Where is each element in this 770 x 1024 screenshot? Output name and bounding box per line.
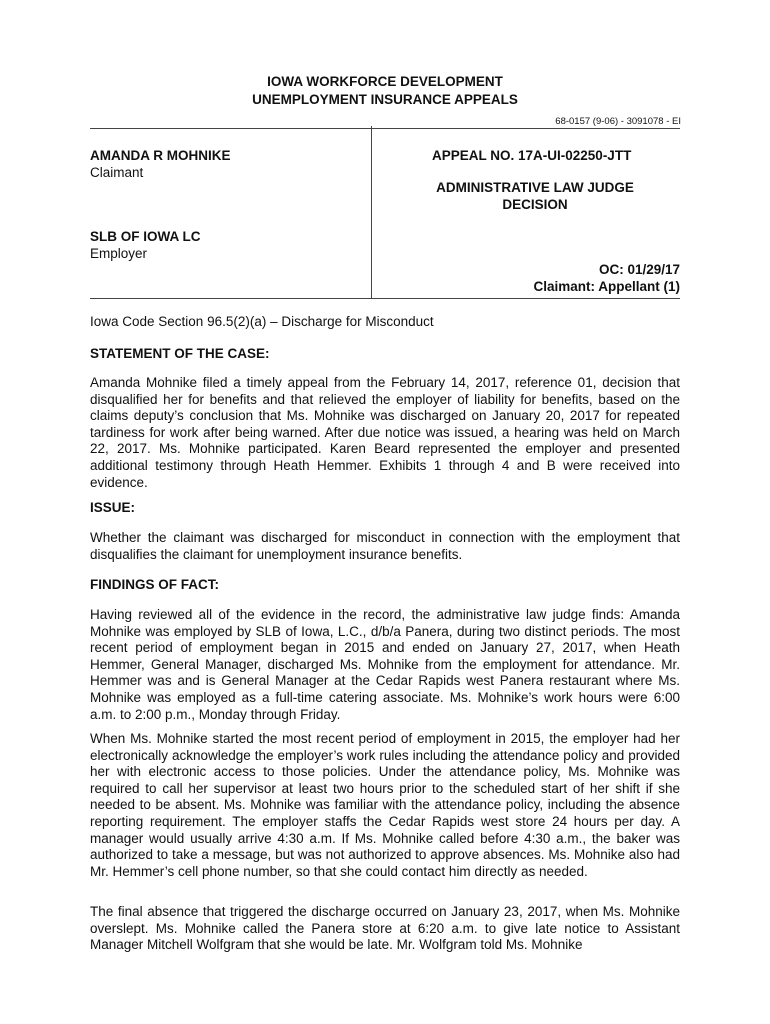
statement-paragraph: Amanda Mohnike filed a timely appeal from the February 14, 2017, reference 01, decision that disqualified her for benefits and that relieved the employer of liability for benefits, based on the claims deputy’s conclusion that Ms. Mohnike was discharged on January 20, 2017 for repeated tardiness for work after being warned. After due notice was issued, a hearing was held on March 22, 2017. Ms. Mohnike participated. Karen Beard represented the employer and presented additional testimony through Heath Hemmer. Exhibits 1 through 4 and B were received into evidence. (90, 375, 680, 490)
findings-paragraph-2: When Ms. Mohnike started the most recent period of employment in 2015, the employer had her electronically acknowledge the employer’s work rules including the attendance policy and provided her with electronic access to those policies. Under the attendance policy, Ms. Mohnike was required to call her supervisor at least two hours prior to the scheduled start of her shift if she needed to be absent. Ms. Mohnike was familiar with the attendance policy, including the absence reporting requirement. The employer staffs the Cedar Rapids west store 24 hours per day. A manager would usually arrive 4:30 a.m. If Ms. Mohnike called before 4:30 a.m., the baker was authorized to take a message, but was not authorized to approve absences. Ms. Mohnike also had Mr. Hemmer’s cell phone number, so that she could contact him directly as needed. (90, 731, 680, 879)
decision-title-line2: DECISION (502, 197, 568, 212)
decision-title-line1: ADMINISTRATIVE LAW JUDGE (436, 180, 634, 195)
code-section: Iowa Code Section 96.5(2)(a) – Discharge for Misconduct (90, 314, 434, 329)
caption-divider (371, 126, 372, 298)
employer-name: SLB OF IOWA LC (90, 229, 201, 244)
form-number: 68-0157 (9-06) - 3091078 - EI (555, 116, 681, 127)
agency-subtitle: UNEMPLOYMENT INSURANCE APPEALS (252, 92, 518, 107)
claimant-status: Claimant: Appellant (1) (533, 279, 680, 294)
findings-paragraph-1: Having reviewed all of the evidence in the record, the administrative law judge finds: Amanda Mohnike was employed by SLB of Iowa, L.C., d/b/a Panera, during two distinct periods. The most recent period of employment began in 2015 and ended on January 27, 2017, when Heath Hemmer, General Manager, discharged Ms. Mohnike from the employment for attendance. Mr. Hemmer was and is General Manager at the Cedar Rapids west Panera restaurant where Ms. Mohnike was employed as a full-time catering associate. Ms. Mohnike’s work hours were 6:00 a.m. to 2:00 p.m., Monday through Friday. (90, 607, 680, 722)
statement-heading: STATEMENT OF THE CASE: (90, 346, 270, 361)
issue-paragraph: Whether the claimant was discharged for misconduct in connection with the employment that disqualifies the claimant for unemployment insurance benefits. (90, 530, 680, 562)
bottom-rule (90, 298, 680, 299)
oc-date: OC: 01/29/17 (598, 262, 680, 277)
claimant-role: Claimant (90, 165, 144, 180)
findings-paragraph-3: The final absence that triggered the discharge occurred on January 23, 2017, when Ms. Mohnike overslept. Ms. Mohnike called the Panera store at 6:20 a.m. to give late notice to Assistant Manager Mitchell Wolfgram that she would be late. Mr. Wolfgram told Ms. Mohnike (90, 904, 680, 953)
top-rule (90, 128, 680, 129)
appeal-number: APPEAL NO. 17A-UI-02250-JTT (432, 148, 632, 163)
issue-heading: ISSUE: (90, 500, 136, 515)
employer-role: Employer (90, 246, 148, 261)
findings-heading: FINDINGS OF FACT: (90, 577, 219, 592)
claimant-name: AMANDA R MOHNIKE (90, 148, 231, 163)
agency-title: IOWA WORKFORCE DEVELOPMENT (267, 74, 503, 89)
